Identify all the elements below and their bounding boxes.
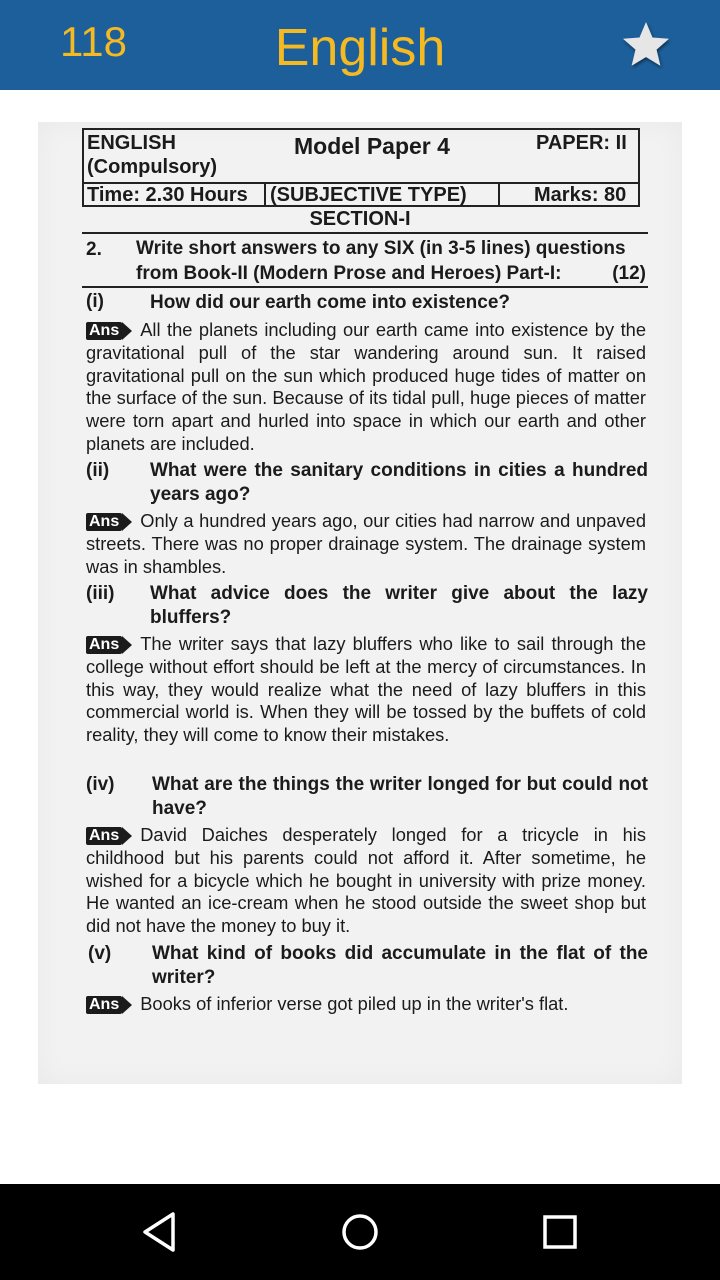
time-label: Time: 2.30 Hours [87, 184, 248, 206]
answer-body: All the planets including our earth came into existence by the gravitational pull of the star wandering around sun. It raised gravitational pull on the sun which produced huge tides of matter on the surface of the sun. Because of its tidal pull, huge pieces of matter were torn apart and hurled into space in which our earth and other planets are included. [86, 319, 646, 454]
document [38, 122, 682, 1084]
recents-icon [540, 1212, 580, 1252]
answer-body: Books of inferior verse got piled up in the writer's flat. [140, 993, 569, 1014]
ans-badge [86, 636, 132, 654]
home-icon [340, 1212, 380, 1252]
answer-text [86, 510, 646, 578]
ans-label: Ans [86, 322, 122, 340]
question-text: What advice does the writer give about the lazy bluffers? [150, 583, 648, 628]
page-number: 118 [60, 18, 127, 65]
star-icon [620, 19, 672, 71]
answer-text [86, 993, 646, 1016]
header-divider [264, 182, 266, 207]
question-text: What kind of books did accumulate in the flat of the writer? [152, 943, 648, 988]
ans-badge [86, 996, 132, 1014]
ans-label: Ans [86, 636, 122, 654]
ans-badge [86, 322, 132, 340]
question-number: (v) [88, 943, 112, 964]
answer-body: The writer says that lazy bluffers who like to sail through the college without effort should be left at the mercy of circumstances. In this way, they would realize what the need of lazy bluffers in this commercial world is. When they will be tossed by the buffets of cold reality, they will come to know their mistakes. [86, 633, 646, 746]
ans-badge [86, 827, 132, 845]
app-title: English [274, 19, 446, 77]
question-number: (iv) [86, 774, 115, 795]
answer-text [86, 633, 646, 747]
favorite-button[interactable] [616, 16, 676, 74]
main-question-marks: (12) [612, 263, 646, 284]
back-button[interactable] [130, 1204, 190, 1260]
main-question-number: 2. [86, 239, 102, 260]
main-question [136, 236, 648, 286]
ans-label: Ans [86, 827, 122, 845]
ans-label: Ans [86, 996, 122, 1014]
recents-button[interactable] [530, 1204, 590, 1260]
answer-body: Only a hundred years ago, our cities had narrow and unpaved streets. There was no proper drainage system. The drainage system was in shambles. [86, 510, 646, 577]
subject-note: (Compulsory) [87, 156, 217, 178]
paper-type: (SUBJECTIVE TYPE) [270, 184, 467, 206]
question-rule [82, 286, 648, 288]
question-number: (iii) [86, 583, 115, 604]
back-icon [140, 1210, 180, 1254]
paper-number: PAPER: II [536, 132, 627, 154]
question-text: What are the things the writer longed for but could not have? [152, 774, 648, 819]
subject-label: ENGLISH [87, 132, 176, 154]
ans-badge [86, 513, 132, 531]
question-number: (ii) [86, 460, 110, 481]
scanned-page [38, 122, 682, 1084]
answer-text [86, 319, 646, 456]
home-button[interactable] [330, 1204, 390, 1260]
section-title: SECTION-I [309, 208, 411, 230]
main-question-line: from Book-II (Modern Prose and Heroes) Part-I: [136, 263, 562, 284]
ans-label: Ans [86, 513, 122, 531]
answer-text [86, 824, 646, 938]
header-divider [498, 182, 500, 207]
answer-body: David Daiches desperately longed for a tricycle in his childhood but his parents could not afford it. After sometime, he wished for a bicycle which he bought in university with prize money. He wanted an ice-cream when he stood outside the sweet shop but did not have the money to buy it. [86, 824, 646, 937]
marks-label: Marks: 80 [534, 184, 627, 206]
paper-header [82, 128, 640, 207]
paper-title: Model Paper 4 [294, 133, 450, 159]
navigation-bar [0, 1184, 720, 1280]
section-rule [82, 232, 648, 234]
app-bar [0, 0, 720, 90]
main-question-line: Write short answers to any SIX (in 3-5 lines) questions [136, 238, 626, 259]
question-number: (i) [86, 291, 104, 312]
question-text: How did our earth come into existence? [150, 292, 511, 313]
question-text: What were the sanitary conditions in cities a hundred years ago? [150, 460, 648, 505]
